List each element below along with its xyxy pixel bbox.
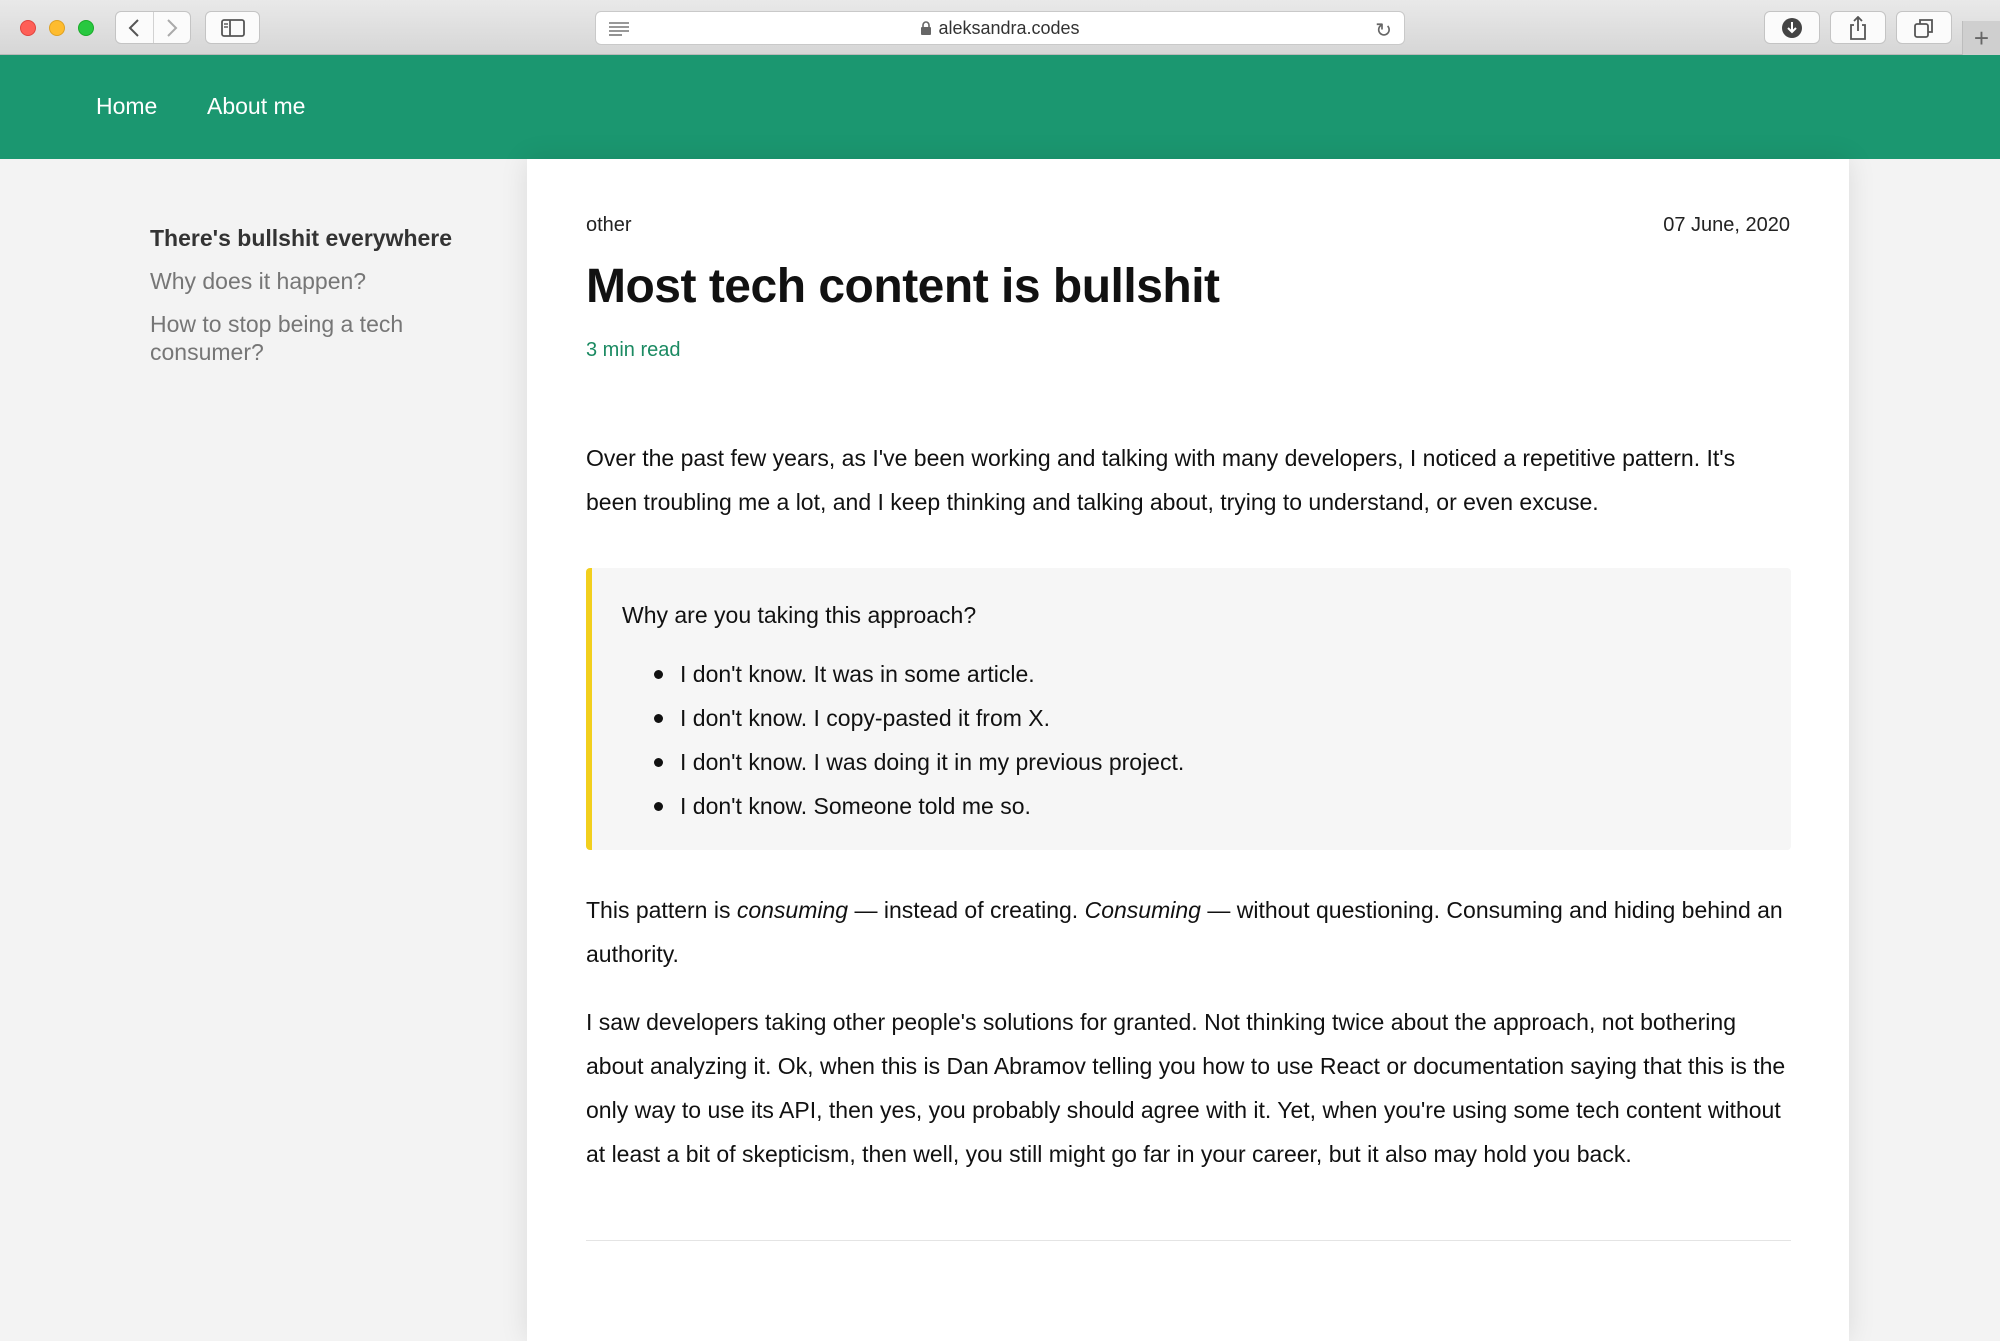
- answers-list: [622, 652, 1755, 828]
- show-tabs-button[interactable]: [1896, 11, 1952, 44]
- list-item: I don't know. I was doing it in my previous project.: [652, 740, 1755, 784]
- quote-question: Why are you taking this approach?: [622, 602, 977, 628]
- close-window-button[interactable]: [20, 20, 36, 36]
- minimize-window-button[interactable]: [49, 20, 65, 36]
- address-text: aleksandra.codes: [938, 17, 1080, 38]
- article-date: 07 June, 2020: [1663, 214, 1790, 236]
- pattern-emphasis-1: consuming: [736, 897, 849, 923]
- pattern-text-1: This pattern is: [586, 897, 737, 923]
- table-of-contents: [150, 224, 490, 381]
- article-card: [527, 159, 1849, 1341]
- downloads-button[interactable]: [1764, 11, 1820, 44]
- article-body: [586, 436, 1791, 1241]
- read-time: 3 min read: [586, 339, 681, 361]
- show-sidebar-button[interactable]: [205, 11, 260, 44]
- plus-icon: +: [1973, 22, 1990, 53]
- new-tab-button[interactable]: [1962, 21, 2000, 55]
- share-button[interactable]: [1830, 11, 1886, 44]
- forward-button[interactable]: [153, 12, 191, 43]
- zoom-window-button[interactable]: [78, 20, 94, 36]
- sidebar-icon: [221, 19, 245, 37]
- share-icon: [1849, 16, 1867, 40]
- tabs-overview-icon: [1914, 18, 1934, 38]
- pattern-emphasis-2: Consuming: [1084, 897, 1201, 923]
- site-navbar: [0, 55, 2000, 159]
- list-item: I don't know. Someone told me so.: [652, 784, 1755, 828]
- lock-icon: [920, 21, 932, 36]
- reader-view-icon[interactable]: [608, 21, 630, 37]
- pattern-paragraph: [586, 888, 1791, 976]
- nav-link-home[interactable]: Home: [96, 93, 158, 119]
- pattern-text-2: — instead of creating.: [848, 897, 1085, 923]
- list-item: I don't know. I copy-pasted it from X.: [652, 696, 1755, 740]
- toc-item-stop-consumer[interactable]: How to stop being a tech consumer?: [150, 311, 404, 365]
- article-title: Most tech content is bullshit: [586, 260, 1220, 313]
- browser-toolbar: [0, 0, 2000, 55]
- chevron-right-icon: [166, 19, 178, 37]
- back-button[interactable]: [116, 12, 153, 43]
- toc-item-bullshit-everywhere[interactable]: There's bullshit everywhere: [150, 225, 453, 251]
- blockquote: [586, 568, 1791, 850]
- nav-link-about-me[interactable]: About me: [207, 93, 306, 119]
- download-icon: [1781, 17, 1803, 39]
- chevron-left-icon: [128, 19, 140, 37]
- list-item: I don't know. It was in some article.: [652, 652, 1755, 696]
- intro-paragraph: Over the past few years, as I've been working and talking with many developers, I noticed a repetitive pattern. It's been troubling me a lot, and I keep thinking and talking about, trying to understand, or even excuse.: [586, 445, 1736, 515]
- body-paragraph: I saw developers taking other people's solutions for granted. Not thinking twice about the approach, not bothering about analyzing it. Ok, when this is Dan Abramov telling you how to use React or documentation saying that this is the only way to use its API, then yes, you probably should agree with it. Yet, when you're using some tech content without at least a bit of skepticism, then well, you still might go far in your career, but it also may hold you back.: [586, 1009, 1786, 1167]
- pattern-text-3: — without questioning. Consuming and hiding behind an authority.: [586, 897, 1783, 967]
- history-buttons: [115, 11, 191, 44]
- reload-icon[interactable]: ↻: [1375, 20, 1392, 42]
- article-category[interactable]: other: [586, 214, 632, 236]
- toc-item-why-happen[interactable]: Why does it happen?: [150, 268, 367, 294]
- divider: [586, 1240, 1791, 1241]
- address-bar[interactable]: [595, 11, 1405, 45]
